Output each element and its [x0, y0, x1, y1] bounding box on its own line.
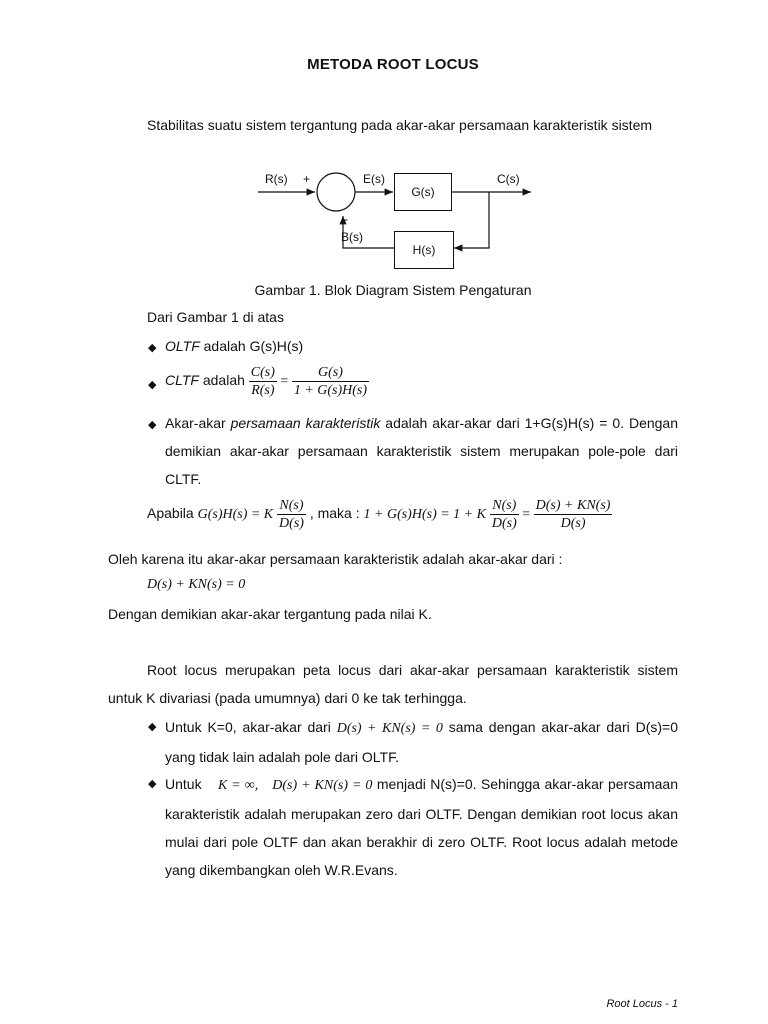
akar-term: persamaan karakteristik [230, 415, 381, 431]
e-label: E(s) [363, 172, 385, 186]
bullet-icon: ◆ [148, 419, 157, 431]
sum-over-ds-fraction: $\frac{D(s) + KN(s)}{D(s)}$ [535, 498, 611, 531]
cltf-term: CLTF [165, 372, 199, 389]
root-locus-paragraph: Root locus merupakan peta locus dari akar-akar persamaan karakteristik sistem untuk K divariasi (pada umumnya) dari 0 ke tak terhingga. [108, 662, 678, 706]
r-label: R(s) [265, 172, 288, 186]
cltf-adalah: adalah [198, 372, 249, 389]
b-label: B(s) [341, 230, 363, 244]
bullet-icon: ◆ [148, 342, 157, 354]
oltf-item [165, 338, 303, 354]
oltf-term: OLTF [165, 338, 200, 354]
figure-caption: Gambar 1. Blok Diagram Sistem Pengaturan [254, 282, 532, 298]
bullet-icon: ◆ [148, 721, 157, 733]
page-title: METODA ROOT LOCUS [307, 56, 479, 73]
k-dependency-text: Dengan demikian akar-akar tergantung pada nilai K. [108, 606, 432, 622]
block-diagram [255, 168, 545, 276]
minus-sign: - [344, 212, 348, 226]
oleh-paragraph: Oleh karena itu akar-akar persamaan karakteristik adalah akar-akar dari : [108, 551, 563, 567]
characteristic-equation: D(s) + KN(s) = 0 [147, 577, 246, 592]
plus-sign: + [303, 172, 311, 186]
ns-over-ds-fraction-2: $\frac{N(s)}{D(s)}$ [491, 498, 517, 531]
h-block: H(s) [394, 231, 454, 269]
bullet-icon: ◆ [148, 778, 157, 790]
bullet-icon: ◆ [148, 379, 157, 391]
cltf-lhs-fraction: $\frac{C(s)}{R(s)}$ [250, 365, 275, 398]
cltf-item: CLTF adalah $\frac{C(s)}{R(s)}$ = $\frac{G(s)}{1 + G(s)H(s)}$ [165, 365, 368, 398]
intro-paragraph: Stabilitas suatu sistem tergantung pada akar-akar persamaan karakteristik sistem [147, 117, 653, 133]
cltf-rhs-fraction: $\frac{G(s)}{1 + G(s)H(s)}$ [293, 365, 368, 398]
page-footer: Root Locus - 1 [606, 998, 678, 1010]
k-infinity-item: Untuk K = ∞, D(s) + KN(s) = 0 menjadi N(s)=0. Sehingga akar-akar persamaan karakteristik adalah merupakan zero dari OLTF. Dengan demikian root locus akan mulai dari pole OLTF dan akan berakhir di zero OLTF. Root locus adalah metode yang dikembangkan oleh W.R.Evans. [165, 776, 679, 878]
summing-junction [317, 173, 355, 211]
from-figure-text: Dari Gambar 1 di atas [147, 309, 284, 325]
apabila-line: Apabila G(s)H(s) = K $\frac{N(s)}{D(s)}$ , maka : 1 + G(s)H(s) = 1 + K $\frac{N(s)}{D(s)}$ = $\frac{D(s) + KN(s)}{D(s)}$ [147, 498, 611, 531]
oltf-definition: adalah G(s)H(s) [199, 338, 304, 354]
akar-item: Akar-akar persamaan karakteristik adalah akar-akar dari 1+G(s)H(s) = 0. Dengan demikian akar-akar persamaan karakteristik sistem merupakan pole-pole dari CLTF. [165, 415, 679, 487]
k-zero-item: Untuk K=0, akar-akar dari D(s) + KN(s) = 0 sama dengan akar-akar dari D(s)=0 yang tidak lain adalah pole dari OLTF. [165, 719, 678, 765]
c-label: C(s) [497, 172, 520, 186]
ns-over-ds-fraction: $\frac{N(s)}{D(s)}$ [279, 498, 304, 531]
g-block: G(s) [394, 173, 452, 211]
